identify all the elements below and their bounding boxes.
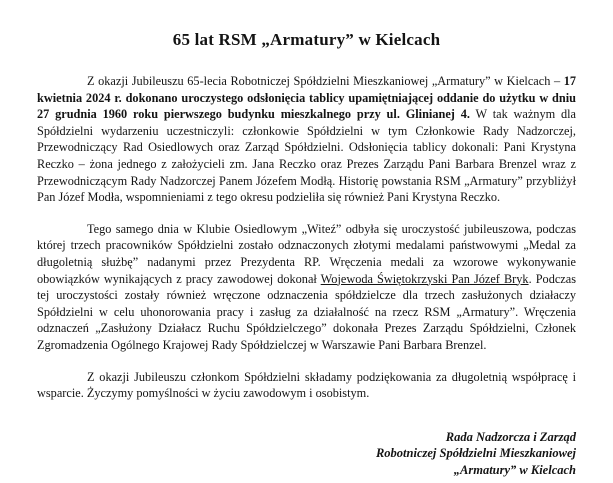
- text-segment: Z okazji Jubileuszu 65-lecia Robotniczej Spółdzielni Mieszkaniowej „Armatury” w Kielcach –: [87, 74, 564, 88]
- signature-line-2: Robotniczej Spółdzielni Mieszkaniowej: [375, 446, 576, 461]
- bold-text-segment: 17 kwietnia 2024 r. dokonano uroczystego odsłonięcia tablicy upamiętniającej oddanie do użytku w dniu 27 grudnia 1960 roku pierwszego budynku mieszkalnego przy ul. Glinianej 4.: [37, 74, 576, 122]
- paragraph: [37, 73, 576, 206]
- text-segment: Tego samego dnia w Klubie Osiedlowym „Witeź” odbyła się uroczystość jubileuszowa, podczas której trzech pracowników Spółdzielni zostało odznaczonych złotymi medalami państwowymi „Medal za długoletnią służbę” nadanymi przez Prezydenta RP. Wręczenia medali za wzorowe wykonywanie obowiązków wynikających z pracy zawodowej dokonał: [37, 221, 576, 286]
- document-title: 65 lat RSM „Armatury” w Kielcach: [172, 30, 441, 49]
- text-segment: Z okazji Jubileuszu członkom Spółdzielni składamy podziękowania za długoletnią współpracę i wsparcie. Życzymy pomyślności w życiu zawodowym i osobistym.: [37, 369, 576, 401]
- underlined-text-segment: Wojewoda Świętokrzyski Pan Józef Bryk: [320, 271, 529, 286]
- signature-block: [37, 429, 576, 479]
- text-segment: . Podczas tej uroczystości zostały również wręczone odznaczenia spółdzielcze dla trzech zasłużonych działaczy Spółdzielni w celu uhonorowania pracy i zasług za działalność na rzecz RSM „Armatury”. Wręczenia odznaczeń „Zasłużony Działacz Ruchu Spółdzielczego” dokonała Prezes Zarządu Spółdzielni, Członek Zgromadzenia Ogólnego Krajowej Rady Spółdzielczej w Warszawie Pani Barbara Brenzel.: [37, 271, 576, 352]
- signature-line-3: „Armatury” w Kielcach: [453, 463, 576, 478]
- paragraph: [37, 221, 576, 354]
- text-segment: W tak ważnym dla Spółdzielni wydarzeniu uczestniczyli: członkowie Spółdzielni w tym Członkowie Rady Nadzorczej, Przewodniczący Rad Osiedlowych oraz Zarząd Spółdzielni. Odsłonięcia tablicy dokonali: Pani Krystyna Reczko – żona jednego z założycieli zm. Jana Reczko oraz Prezes Zarządu Pani Barbara Brenzel wraz z Przewodniczącym Rady Nadzorczej Panem Józefem Modłą. Historię powstania RSM „Armatury” przybliżył Pan Józef Modła, wspomnieniami z tego okresu podzieliła się również Pani Krystyna Reczko.: [37, 107, 576, 205]
- paragraph: [37, 369, 576, 402]
- signature-line-1: Rada Nadzorcza i Zarząd: [445, 429, 576, 444]
- document-body: [37, 73, 576, 402]
